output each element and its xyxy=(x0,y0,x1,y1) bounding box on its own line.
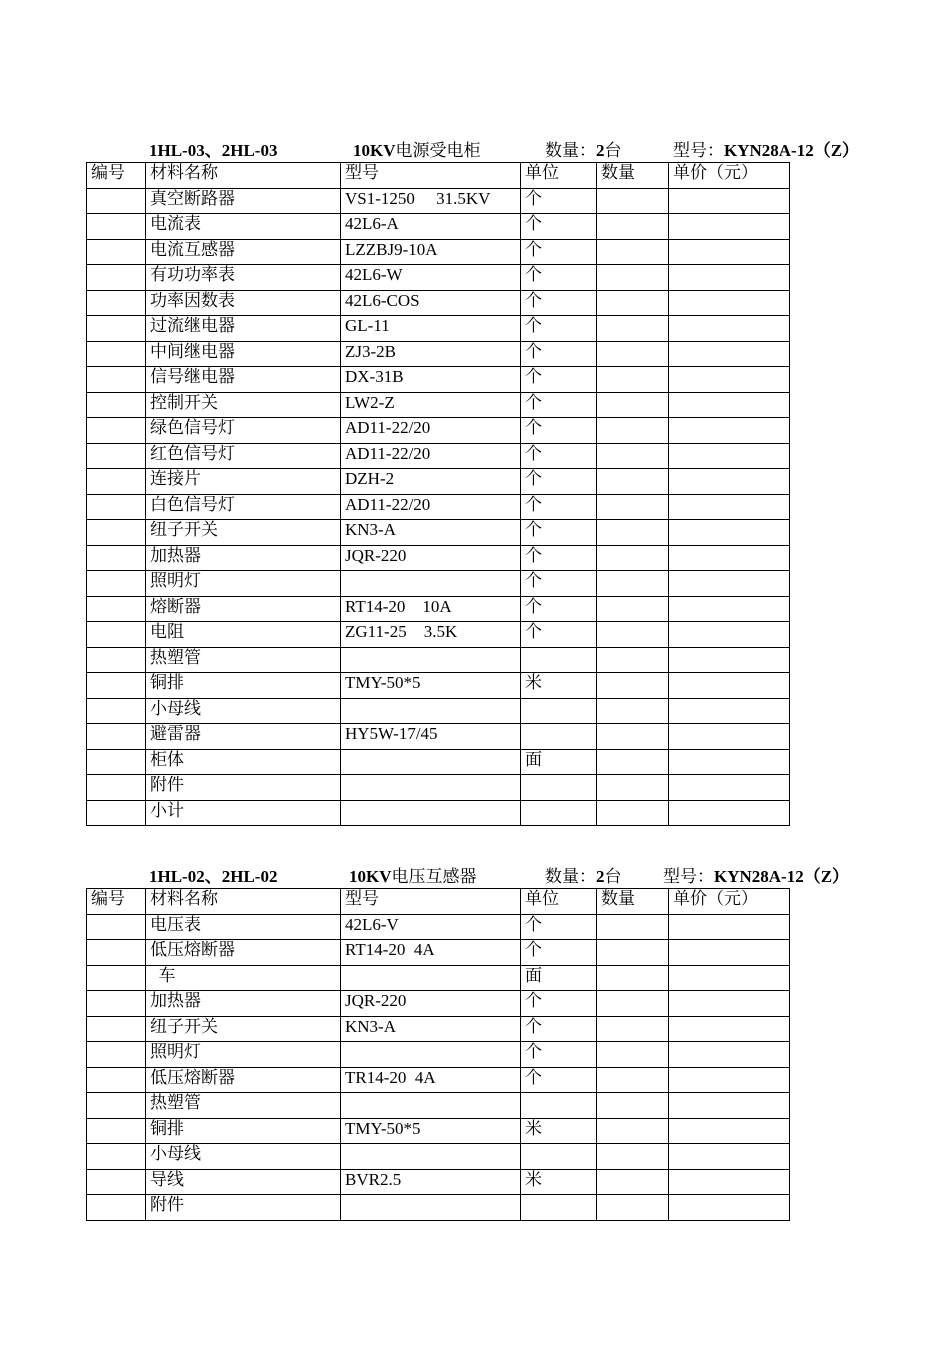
cell-id xyxy=(87,392,146,418)
table-header-row xyxy=(87,163,790,189)
cell-model xyxy=(341,1093,521,1119)
cell-quantity xyxy=(597,265,669,291)
cell-material-name: 纽子开关 xyxy=(146,1016,341,1042)
table-header-row xyxy=(87,889,790,915)
cell-quantity xyxy=(597,1093,669,1119)
cell-unit: 个 xyxy=(521,392,597,418)
cell-unit: 个 xyxy=(521,443,597,469)
cell-id xyxy=(87,1093,146,1119)
quantity-label: 数量：2台 xyxy=(545,141,622,160)
cell-id xyxy=(87,800,146,826)
materials-table xyxy=(86,888,790,1221)
cell-model: LW2-Z xyxy=(341,392,521,418)
cell-unit-price xyxy=(669,1169,790,1195)
cell-unit-price xyxy=(669,1093,790,1119)
cell-unit: 个 xyxy=(521,367,597,393)
cell-unit: 个 xyxy=(521,545,597,571)
cell-unit xyxy=(521,1093,597,1119)
cell-quantity xyxy=(597,940,669,966)
cell-id xyxy=(87,316,146,342)
cell-quantity xyxy=(597,545,669,571)
cell-id xyxy=(87,188,146,214)
table-row xyxy=(87,469,790,495)
cell-unit: 面 xyxy=(521,965,597,991)
cell-model xyxy=(341,749,521,775)
cell-id xyxy=(87,290,146,316)
cell-quantity xyxy=(597,469,669,495)
table-row xyxy=(87,1067,790,1093)
header-material-name: 材料名称 xyxy=(146,889,341,915)
cell-id xyxy=(87,571,146,597)
cell-quantity xyxy=(597,1169,669,1195)
cell-material-name: 熔断器 xyxy=(146,596,341,622)
cell-model: KN3-A xyxy=(341,1016,521,1042)
table-row xyxy=(87,367,790,393)
cell-unit-price xyxy=(669,800,790,826)
cell-quantity xyxy=(597,571,669,597)
cell-unit: 个 xyxy=(521,494,597,520)
cell-material-name: 红色信号灯 xyxy=(146,443,341,469)
cell-model xyxy=(341,1195,521,1221)
cell-model xyxy=(341,1042,521,1068)
cell-id xyxy=(87,673,146,699)
table-row xyxy=(87,1042,790,1068)
cell-id xyxy=(87,469,146,495)
cell-material-name: 热塑管 xyxy=(146,1093,341,1119)
cell-material-name: 电流互感器 xyxy=(146,239,341,265)
table-row xyxy=(87,316,790,342)
cell-unit-price xyxy=(669,647,790,673)
cell-material-name: 加热器 xyxy=(146,545,341,571)
cell-unit-price xyxy=(669,1067,790,1093)
cell-quantity xyxy=(597,188,669,214)
cell-quantity xyxy=(597,724,669,750)
cell-id xyxy=(87,622,146,648)
cell-material-name: 有功功率表 xyxy=(146,265,341,291)
table-row xyxy=(87,290,790,316)
cell-material-name: 铜排 xyxy=(146,1118,341,1144)
cabinet-id: 1HL-03、2HL-03 xyxy=(149,141,278,160)
cell-unit-price xyxy=(669,673,790,699)
cell-material-name: 车 xyxy=(146,965,341,991)
section-heading xyxy=(86,866,850,888)
cell-unit xyxy=(521,698,597,724)
cell-id xyxy=(87,239,146,265)
cell-material-name: 低压熔断器 xyxy=(146,1067,341,1093)
header-model: 型号 xyxy=(341,163,521,189)
cell-model: 42L6-COS xyxy=(341,290,521,316)
cell-model: RT14-20 10A xyxy=(341,596,521,622)
cell-unit: 个 xyxy=(521,188,597,214)
cell-quantity xyxy=(597,1118,669,1144)
cell-model: 42L6-W xyxy=(341,265,521,291)
materials-table xyxy=(86,162,790,826)
cell-model xyxy=(341,965,521,991)
header-unit: 单位 xyxy=(521,889,597,915)
header-quantity: 数量 xyxy=(597,889,669,915)
table-row xyxy=(87,596,790,622)
table-row xyxy=(87,775,790,801)
cell-unit-price xyxy=(669,1144,790,1170)
cell-unit: 个 xyxy=(521,622,597,648)
cell-unit: 个 xyxy=(521,1067,597,1093)
cell-unit-price xyxy=(669,520,790,546)
cell-unit-price xyxy=(669,596,790,622)
cell-unit xyxy=(521,1144,597,1170)
cell-material-name: 避雷器 xyxy=(146,724,341,750)
quantity-label: 数量：2台 xyxy=(545,867,622,886)
cell-quantity xyxy=(597,1067,669,1093)
cell-quantity xyxy=(597,239,669,265)
table-row xyxy=(87,214,790,240)
cell-material-name: 纽子开关 xyxy=(146,520,341,546)
cell-id xyxy=(87,494,146,520)
cell-quantity xyxy=(597,443,669,469)
table-row xyxy=(87,800,790,826)
section-receiving-cabinet xyxy=(86,140,860,826)
model-label: 型号：KYN28A-12（Z） xyxy=(673,141,860,160)
table-row xyxy=(87,914,790,940)
cell-quantity xyxy=(597,214,669,240)
cell-unit-price xyxy=(669,724,790,750)
cell-material-name: 小母线 xyxy=(146,698,341,724)
cell-id xyxy=(87,914,146,940)
cell-material-name: 铜排 xyxy=(146,673,341,699)
cell-quantity xyxy=(597,341,669,367)
cell-model: HY5W-17/45 xyxy=(341,724,521,750)
cell-model xyxy=(341,1144,521,1170)
cell-unit-price xyxy=(669,188,790,214)
cell-quantity xyxy=(597,596,669,622)
cell-id xyxy=(87,1067,146,1093)
cell-material-name: 电阻 xyxy=(146,622,341,648)
cell-unit-price xyxy=(669,239,790,265)
table-row xyxy=(87,647,790,673)
cell-id xyxy=(87,265,146,291)
cell-unit: 面 xyxy=(521,749,597,775)
cell-unit: 个 xyxy=(521,520,597,546)
cell-material-name: 真空断路器 xyxy=(146,188,341,214)
cell-quantity xyxy=(597,1144,669,1170)
cell-material-name: 控制开关 xyxy=(146,392,341,418)
model-label: 型号：KYN28A-12（Z） xyxy=(663,867,850,886)
table-row xyxy=(87,188,790,214)
cell-quantity xyxy=(597,392,669,418)
cell-unit: 个 xyxy=(521,991,597,1017)
cell-quantity xyxy=(597,1042,669,1068)
cell-unit-price xyxy=(669,1016,790,1042)
cell-model xyxy=(341,647,521,673)
cell-unit-price xyxy=(669,1118,790,1144)
cell-model: LZZBJ9-10A xyxy=(341,239,521,265)
cell-id xyxy=(87,443,146,469)
table-row xyxy=(87,239,790,265)
table-row xyxy=(87,392,790,418)
cell-material-name: 加热器 xyxy=(146,991,341,1017)
cell-unit: 个 xyxy=(521,418,597,444)
cell-unit-price xyxy=(669,418,790,444)
cell-unit: 个 xyxy=(521,290,597,316)
table-row xyxy=(87,698,790,724)
section-heading xyxy=(86,140,860,162)
table-row xyxy=(87,418,790,444)
cell-unit xyxy=(521,1195,597,1221)
cell-material-name: 白色信号灯 xyxy=(146,494,341,520)
cell-model: GL-11 xyxy=(341,316,521,342)
table-row xyxy=(87,443,790,469)
cell-id xyxy=(87,724,146,750)
cabinet-title: 10KV电源受电柜 xyxy=(353,141,481,160)
cell-quantity xyxy=(597,647,669,673)
cell-unit-price xyxy=(669,991,790,1017)
cell-unit: 个 xyxy=(521,469,597,495)
cabinet-id: 1HL-02、2HL-02 xyxy=(149,867,278,886)
table-row xyxy=(87,494,790,520)
cell-model xyxy=(341,800,521,826)
cell-material-name: 信号继电器 xyxy=(146,367,341,393)
cell-model: AD11-22/20 xyxy=(341,443,521,469)
cell-model: JQR-220 xyxy=(341,991,521,1017)
cell-id xyxy=(87,214,146,240)
cell-unit: 米 xyxy=(521,673,597,699)
cell-material-name: 小母线 xyxy=(146,1144,341,1170)
cell-unit-price xyxy=(669,494,790,520)
cell-id xyxy=(87,1144,146,1170)
cell-unit-price xyxy=(669,1042,790,1068)
header-id: 编号 xyxy=(87,163,146,189)
cell-unit-price xyxy=(669,914,790,940)
cell-model: DX-31B xyxy=(341,367,521,393)
cell-id xyxy=(87,647,146,673)
header-id: 编号 xyxy=(87,889,146,915)
cell-id xyxy=(87,965,146,991)
cell-unit-price xyxy=(669,571,790,597)
cell-model: BVR2.5 xyxy=(341,1169,521,1195)
cell-quantity xyxy=(597,698,669,724)
cell-id xyxy=(87,596,146,622)
cell-unit-price xyxy=(669,265,790,291)
cell-material-name: 小计 xyxy=(146,800,341,826)
cell-unit-price xyxy=(669,316,790,342)
cell-id xyxy=(87,698,146,724)
cell-id xyxy=(87,991,146,1017)
cell-quantity xyxy=(597,367,669,393)
cell-material-name: 导线 xyxy=(146,1169,341,1195)
table-row xyxy=(87,341,790,367)
cell-unit-price xyxy=(669,469,790,495)
cell-model xyxy=(341,571,521,597)
cell-unit-price xyxy=(669,392,790,418)
cell-unit: 个 xyxy=(521,316,597,342)
cabinet-title: 10KV电压互感器 xyxy=(349,867,477,886)
cell-quantity xyxy=(597,1016,669,1042)
cell-material-name: 附件 xyxy=(146,1195,341,1221)
section-voltage-transformer xyxy=(86,866,850,1221)
cell-unit: 个 xyxy=(521,341,597,367)
cell-model: DZH-2 xyxy=(341,469,521,495)
cell-material-name: 热塑管 xyxy=(146,647,341,673)
cell-material-name: 照明灯 xyxy=(146,1042,341,1068)
header-material-name: 材料名称 xyxy=(146,163,341,189)
cell-model: 42L6-A xyxy=(341,214,521,240)
cell-model: RT14-20 4A xyxy=(341,940,521,966)
cell-material-name: 照明灯 xyxy=(146,571,341,597)
table-row xyxy=(87,940,790,966)
header-quantity: 数量 xyxy=(597,163,669,189)
cell-unit: 个 xyxy=(521,214,597,240)
cell-unit-price xyxy=(669,749,790,775)
cell-model: ZG11-25 3.5K xyxy=(341,622,521,648)
table-row xyxy=(87,545,790,571)
cell-id xyxy=(87,367,146,393)
cell-unit: 个 xyxy=(521,596,597,622)
cell-model: TR14-20 4A xyxy=(341,1067,521,1093)
cell-quantity xyxy=(597,418,669,444)
cell-id xyxy=(87,1118,146,1144)
cell-material-name: 柜体 xyxy=(146,749,341,775)
cell-id xyxy=(87,1042,146,1068)
cell-unit: 个 xyxy=(521,1042,597,1068)
cell-id xyxy=(87,1169,146,1195)
cell-unit-price xyxy=(669,341,790,367)
cell-unit: 米 xyxy=(521,1118,597,1144)
cell-model xyxy=(341,698,521,724)
table-row xyxy=(87,965,790,991)
cell-unit-price xyxy=(669,775,790,801)
cell-unit: 个 xyxy=(521,265,597,291)
cell-material-name: 电流表 xyxy=(146,214,341,240)
table-row xyxy=(87,724,790,750)
table-row xyxy=(87,1144,790,1170)
cell-model: AD11-22/20 xyxy=(341,494,521,520)
cell-unit: 米 xyxy=(521,1169,597,1195)
cell-unit xyxy=(521,647,597,673)
cell-id xyxy=(87,940,146,966)
cell-model: AD11-22/20 xyxy=(341,418,521,444)
cell-unit xyxy=(521,800,597,826)
cell-id xyxy=(87,520,146,546)
table-row xyxy=(87,265,790,291)
cell-material-name: 电压表 xyxy=(146,914,341,940)
cell-quantity xyxy=(597,800,669,826)
header-model: 型号 xyxy=(341,889,521,915)
cell-quantity xyxy=(597,965,669,991)
cell-quantity xyxy=(597,1195,669,1221)
cell-id xyxy=(87,1016,146,1042)
table-row xyxy=(87,991,790,1017)
cell-model: ZJ3-2B xyxy=(341,341,521,367)
table-row xyxy=(87,1093,790,1119)
cell-unit-price xyxy=(669,622,790,648)
cell-model: VS1-1250 31.5KV xyxy=(341,188,521,214)
cell-material-name: 连接片 xyxy=(146,469,341,495)
cell-quantity xyxy=(597,991,669,1017)
cell-id xyxy=(87,775,146,801)
cell-unit-price xyxy=(669,965,790,991)
table-row xyxy=(87,520,790,546)
cell-unit-price xyxy=(669,443,790,469)
header-unit: 单位 xyxy=(521,163,597,189)
cell-model: TMY-50*5 xyxy=(341,1118,521,1144)
cell-id xyxy=(87,1195,146,1221)
cell-material-name: 过流继电器 xyxy=(146,316,341,342)
table-row xyxy=(87,1169,790,1195)
cell-model: 42L6-V xyxy=(341,914,521,940)
cell-unit-price xyxy=(669,1195,790,1221)
cell-quantity xyxy=(597,622,669,648)
cell-unit xyxy=(521,724,597,750)
cell-quantity xyxy=(597,520,669,546)
cell-unit-price xyxy=(669,214,790,240)
cell-quantity xyxy=(597,316,669,342)
cell-unit-price xyxy=(669,940,790,966)
cell-material-name: 中间继电器 xyxy=(146,341,341,367)
cell-id xyxy=(87,749,146,775)
cell-unit: 个 xyxy=(521,1016,597,1042)
cell-material-name: 附件 xyxy=(146,775,341,801)
table-row xyxy=(87,1016,790,1042)
table-row xyxy=(87,622,790,648)
table-row xyxy=(87,1195,790,1221)
cell-id xyxy=(87,418,146,444)
cell-unit-price xyxy=(669,367,790,393)
table-row xyxy=(87,673,790,699)
cell-model: JQR-220 xyxy=(341,545,521,571)
cell-model xyxy=(341,775,521,801)
table-row xyxy=(87,1118,790,1144)
cell-unit: 个 xyxy=(521,940,597,966)
cell-unit: 个 xyxy=(521,571,597,597)
table-row xyxy=(87,571,790,597)
header-unit-price: 单价（元） xyxy=(669,163,790,189)
cell-id xyxy=(87,545,146,571)
table-row xyxy=(87,749,790,775)
cell-unit xyxy=(521,775,597,801)
cell-quantity xyxy=(597,914,669,940)
cell-quantity xyxy=(597,290,669,316)
header-unit-price: 单价（元） xyxy=(669,889,790,915)
cell-quantity xyxy=(597,749,669,775)
cell-unit: 个 xyxy=(521,239,597,265)
cell-id xyxy=(87,341,146,367)
cell-unit-price xyxy=(669,545,790,571)
cell-model: TMY-50*5 xyxy=(341,673,521,699)
cell-unit-price xyxy=(669,290,790,316)
cell-quantity xyxy=(597,673,669,699)
cell-quantity xyxy=(597,775,669,801)
cell-unit: 个 xyxy=(521,914,597,940)
cell-material-name: 低压熔断器 xyxy=(146,940,341,966)
cell-unit-price xyxy=(669,698,790,724)
cell-material-name: 绿色信号灯 xyxy=(146,418,341,444)
cell-quantity xyxy=(597,494,669,520)
cell-model: KN3-A xyxy=(341,520,521,546)
cell-material-name: 功率因数表 xyxy=(146,290,341,316)
